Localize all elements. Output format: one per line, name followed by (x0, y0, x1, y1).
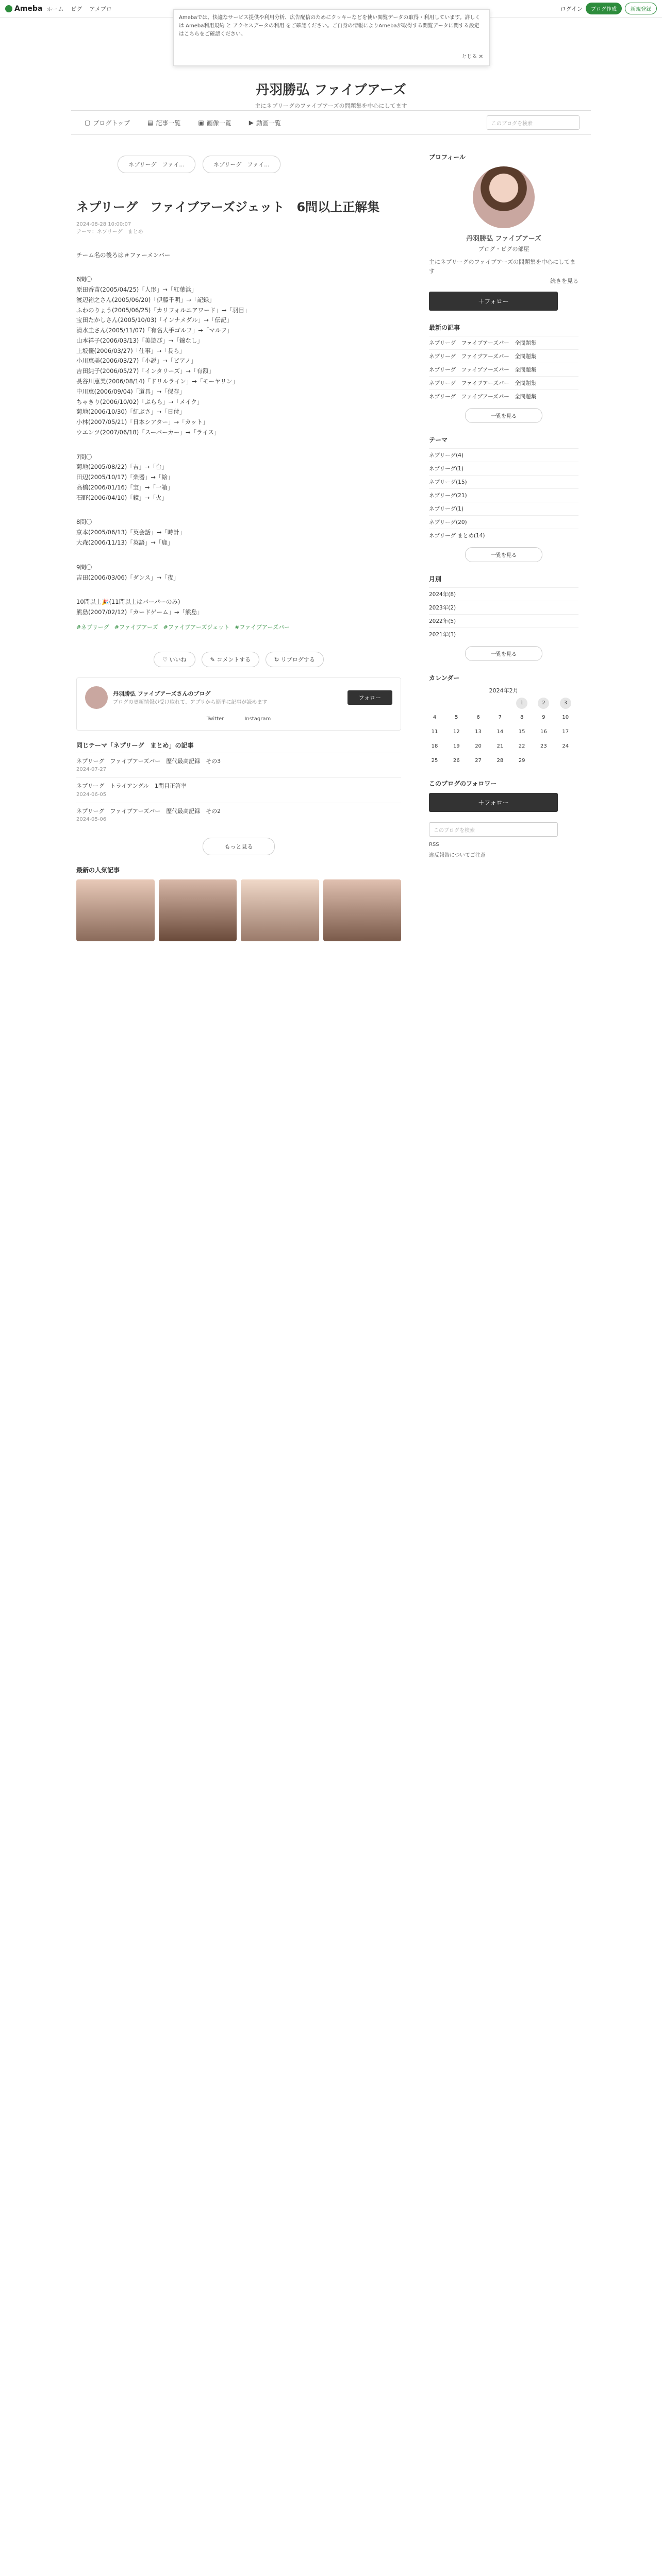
sidebar (429, 135, 578, 941)
login-link[interactable]: ログイン (560, 5, 583, 12)
like-label: いいね (169, 656, 187, 663)
related-title: 同じテーマ「ネプリーグ まとめ」の記事 (76, 741, 194, 749)
latest-item[interactable]: ネプリーグ ファイブアーズパー 全問題集 (429, 363, 578, 376)
entry-pager (71, 135, 406, 183)
body-line: 9問〇 (76, 563, 92, 571)
theme-item[interactable]: ネプリーグ(1) (429, 502, 578, 515)
calendar-day: 16 (540, 728, 547, 735)
calendar-month: 2024年2月 (489, 687, 519, 694)
popular-thumb[interactable] (159, 879, 237, 941)
ameba-logo[interactable] (5, 5, 42, 13)
body-line: チーム名の後ろは＃ファーメンバー (76, 251, 171, 259)
related-item-date: 2024-05-06 (76, 817, 107, 823)
prev-entry-button[interactable]: ネプリーグ ファイ... (118, 156, 195, 173)
calendar-day (429, 698, 440, 709)
profile-name[interactable]: 丹羽勝弘 ファイブアーズ (466, 235, 541, 243)
top-right (560, 3, 657, 14)
related-item[interactable] (76, 777, 401, 803)
nav-pigg[interactable]: ピグ (71, 5, 82, 12)
related-item-date: 2024-06-05 (76, 791, 107, 798)
latest-item[interactable]: ネプリーグ ファイブアーズパー 全問題集 (429, 349, 578, 363)
theme-more-button[interactable]: 一覧を見る (465, 547, 542, 562)
theme-list (429, 448, 578, 542)
theme-item[interactable]: ネプリーグ(20) (429, 515, 578, 529)
calendar-day (451, 698, 462, 709)
blog-search-input[interactable]: このブログを検索 (487, 115, 580, 130)
body-line: 8問〇 (76, 518, 92, 526)
hashtag[interactable]: #ファイブアーズジェット (163, 623, 230, 631)
body-line: 大森(2006/11/13)「英語」→「鹿」 (76, 538, 174, 546)
latest-item[interactable]: ネプリーグ ファイブアーズパー 全問題集 (429, 389, 578, 403)
nav-label: 画像一覧 (206, 119, 231, 127)
month-item[interactable]: 2022年(5) (429, 614, 578, 628)
hashtag[interactable]: #ファイブアーズ (114, 623, 158, 631)
body-line: 6問〇 (76, 276, 92, 283)
nav-blog-top[interactable]: ▢ ブログトップ (85, 119, 130, 127)
calendar-day (473, 698, 484, 709)
nav-label: ブログトップ (93, 119, 130, 127)
body-line: 中川恵(2006/09/04)「道具」→「保存」 (76, 387, 186, 395)
main-column (71, 135, 406, 941)
month-item[interactable]: 2024年(8) (429, 587, 578, 601)
nav-label: 動画一覧 (256, 119, 281, 127)
related-item-text: ネプリーグ ファイブアーズパー 歴代最高記録 その2 (76, 807, 221, 815)
theme-heading: テーマ (429, 436, 448, 444)
body-line: 長谷川恵美(2006/08/14)「ドリルライン」→「モーヤリン」 (76, 378, 239, 385)
content-wrap (71, 135, 591, 941)
related-articles (76, 741, 401, 828)
latest-more-button[interactable]: 一覧を見る (465, 408, 542, 423)
action-bar (71, 652, 406, 667)
body-line: 石野(2006/04/10)「鏡」→「火」 (76, 494, 168, 501)
popular-articles (71, 866, 406, 941)
monthly-list (429, 587, 578, 641)
calendar-day: 17 (562, 728, 569, 735)
body-line: 清水圭さん(2005/11/07)「有名大手ゴルフ」→「マルフ」 (76, 327, 233, 334)
profile-read-more[interactable]: 続きを見る (550, 278, 578, 285)
body-line: ウエンツ(2007/06/18)「スーパーカー」→「ライス」 (76, 428, 220, 436)
body-line: 菊地(2006/10/30)「紅ぶさ」→「日付」 (76, 408, 186, 416)
calendar-day: 8 (520, 714, 524, 720)
blog-subtitle: 主にネプリーグのファイブアーズの問題集を中心にしてます (255, 103, 407, 109)
author-follow-button[interactable]: フォロー (347, 690, 392, 705)
register-button[interactable]: 新規登録 (625, 3, 657, 14)
monthly-more-button[interactable]: 一覧を見る (465, 646, 542, 661)
body-line: 熊島(2007/02/12)「カードゲーム」→「熊島」 (76, 608, 203, 616)
calendar-day: 27 (475, 757, 482, 764)
author-card (76, 677, 401, 731)
profile-heading: プロフィール (429, 154, 466, 161)
like-button[interactable]: ♡ いいね (154, 652, 195, 667)
calendar-day: 25 (431, 757, 438, 764)
related-item[interactable] (76, 803, 401, 828)
body-line: 山本祥子(2006/03/13)「美遊び」→「錦なし」 (76, 336, 203, 344)
calendar-day: 11 (431, 728, 438, 735)
calendar-day: 29 (518, 757, 525, 764)
calendar-day: 21 (496, 743, 504, 749)
calendar-day[interactable]: 2 (538, 698, 549, 709)
latest-item[interactable]: ネプリーグ ファイブアーズパー 全問題集 (429, 376, 578, 389)
body-line: 上坂優(2006/03/27)「仕事」→「長ら」 (76, 347, 186, 354)
profile-avatar[interactable] (473, 166, 535, 228)
profile-block (429, 233, 578, 286)
hashtag[interactable]: #ネプリーグ (76, 623, 109, 631)
popular-thumbs (76, 879, 401, 941)
rss-link[interactable]: RSS (429, 841, 439, 848)
latest-item[interactable]: ネプリーグ ファイブアーズパー 全問題集 (429, 336, 578, 349)
latest-list (429, 336, 578, 403)
theme-item[interactable]: ネプリーグ(15) (429, 475, 578, 488)
calendar-day: 20 (475, 743, 482, 749)
entry-theme[interactable]: テーマ：ネプリーグ まとめ (76, 229, 143, 235)
calendar-day: 9 (542, 714, 545, 720)
body-line: 田辺(2005/10/17)「楽器」→「絵」 (76, 473, 174, 481)
related-item[interactable] (76, 753, 401, 778)
body-line: ふわのりょう(2005/06/25)「カリフォルニアワード」→「羽目」 (76, 306, 251, 314)
entry-body (71, 235, 406, 618)
body-line: ちゃきり(2006/10/02)「ぶらら」→「メイク」 (76, 398, 203, 405)
entry-title: ネプリーグ ファイブアーズジェット 6問以上正解集 (76, 200, 380, 214)
calendar-day: 14 (496, 728, 504, 735)
calendar-heading: カレンダー (429, 674, 460, 682)
nav-home[interactable]: ホーム (46, 5, 64, 12)
blog-title[interactable]: 丹羽勝弘 ファイブアーズ (256, 82, 406, 98)
next-entry-button[interactable]: ネプリーグ ファイ... (203, 156, 280, 173)
calendar-day[interactable]: 1 (516, 698, 527, 709)
create-blog-button[interactable]: ブログ作成 (586, 3, 622, 14)
calendar-day: 24 (562, 743, 569, 749)
blog-nav (71, 110, 591, 135)
top-nav (46, 5, 111, 13)
popular-thumb[interactable] (76, 879, 155, 941)
cookie-notice-close-button[interactable]: とじる ✕ (461, 54, 483, 60)
author-desc: ブログの更新情報が受け取れて、アプリから簡単に記事が読めます (113, 700, 268, 706)
cookie-notice (173, 9, 490, 66)
author-avatar[interactable] (85, 686, 108, 709)
monthly-heading: 月別 (429, 575, 442, 583)
calendar-day: 13 (475, 728, 482, 735)
calendar-day: 7 (498, 714, 502, 720)
related-item-text: ネプリーグ トライアングル 1問目正答率 (76, 783, 187, 790)
related-item-text: ネプリーグ ファイブアーズパー 歴代最高記録 その3 (76, 757, 221, 765)
calendar-day: 18 (431, 743, 438, 749)
calendar-day: 12 (453, 728, 460, 735)
author-info (113, 689, 342, 705)
body-line: 10問以上🎉(11問以上はパーパーのみ) (76, 598, 180, 606)
calendar-grid (429, 698, 578, 767)
hashtag-list (71, 618, 406, 636)
sidebar-search-input[interactable]: このブログを検索 (429, 822, 558, 837)
popular-thumb[interactable] (241, 879, 319, 941)
body-line: 吉田(2006/03/06)「ダンス」→「夜」 (76, 573, 179, 581)
calendar-day (494, 698, 506, 709)
nav-ameblo[interactable]: アメブロ (89, 5, 112, 12)
calendar-day: 10 (562, 714, 569, 720)
profile-sub: ブログ・ピグの部屋 (478, 246, 529, 253)
theme-item[interactable]: ネプリーグ(21) (429, 488, 578, 502)
twitter-link[interactable]: Twitter (206, 716, 224, 722)
nav-images[interactable]: ▣ 画像一覧 (198, 119, 231, 127)
calendar-day: 26 (453, 757, 460, 764)
comment-label: コメントする (217, 656, 251, 663)
body-line: 小川恵美(2006/03/27)「小説」→「ピアノ」 (76, 357, 197, 365)
calendar-day: 5 (455, 714, 458, 720)
body-line: 原田香苗(2005/04/25)「人形」→「紅葉浜」 (76, 286, 197, 294)
theme-item[interactable]: ネプリーグ まとめ(14) (429, 529, 578, 542)
reblog-button[interactable]: ↻ リブログする (266, 652, 324, 667)
body-line: 渡辺裕之さん(2005/06/20)「伊藤千明」→「記録」 (76, 296, 215, 303)
entry-date: 2024-08-28 10:00:07 (76, 221, 131, 227)
logo-text: Ameba (14, 4, 43, 13)
body-line: 吉田純子(2006/05/27)「インタリーズ」→「有額」 (76, 367, 214, 375)
comment-button[interactable]: ✎ コメントする (202, 652, 259, 667)
body-line: 7問〇 (76, 453, 92, 461)
hashtag[interactable]: #ファイブアーズパー (235, 623, 290, 631)
report-link[interactable]: 違反報告についてご注意 (429, 852, 486, 858)
author-name[interactable]: 丹羽勝弘 ファイブアーズさんのブログ (113, 690, 211, 698)
body-line: 宝田たかしさん(2005/10/03)「インナメダル」→「伝記」 (76, 316, 233, 324)
calendar-day: 4 (433, 714, 437, 720)
author-row (85, 686, 392, 709)
calendar-day: 15 (518, 728, 525, 735)
theme-item[interactable]: ネプリーグ(1) (429, 462, 578, 475)
popular-thumb[interactable] (323, 879, 402, 941)
nav-videos[interactable]: ▶ 動画一覧 (249, 119, 281, 127)
calendar-day: 22 (518, 743, 525, 749)
calendar-day: 23 (540, 743, 547, 749)
body-line: 菊地(2005/08/22)「吉」→「台」 (76, 463, 168, 471)
month-item[interactable]: 2023年(2) (429, 601, 578, 614)
profile-desc: 主にネプリーグのファイブアーズの問題集を中心にしてます (429, 258, 576, 275)
entry-meta (71, 216, 406, 235)
latest-heading: 最新の記事 (429, 324, 460, 331)
nav-label: 記事一覧 (156, 119, 181, 127)
calendar-day[interactable]: 3 (560, 698, 571, 709)
related-more-button[interactable]: もっと見る (203, 838, 275, 855)
popular-title: 最新の人気記事 (76, 867, 120, 874)
nav-articles[interactable]: ▤ 記事一覧 (147, 119, 181, 127)
calendar-day: 19 (453, 743, 460, 749)
calendar-day: 28 (496, 757, 504, 764)
body-line: 京本(2005/06/13)「英会話」→「時計」 (76, 529, 186, 536)
related-item-date: 2024-07-27 (76, 767, 107, 773)
author-links (85, 716, 392, 722)
ameba-logo-icon (5, 5, 12, 12)
body-line: 小林(2007/05/21)「日本シアター」→「カット」 (76, 418, 209, 426)
sidebar-follow-button[interactable]: ＋フォロー (429, 292, 558, 311)
instagram-link[interactable]: Instagram (244, 716, 271, 722)
calendar-day: 6 (476, 714, 480, 720)
cookie-notice-text: Amebaでは、快適なサービス提供や利用分析、広告配信のためにクッキーなどを使い閲覧データの取得・利用しています。詳しくは Ameba利用規約 と アクセスデータの利用 をご確認ください。ご自身の情報によりAmebaが取得する閲覧データに関する設定はこちらをご確認ください。 (179, 15, 481, 37)
follower-follow-button[interactable]: ＋フォロー (429, 793, 558, 812)
follower-heading: このブログのフォロワー (429, 779, 497, 787)
body-line: 高橋(2006/01/16)「宝」→「一箱」 (76, 483, 174, 491)
theme-item[interactable]: ネプリーグ(4) (429, 448, 578, 462)
month-item[interactable]: 2021年(3) (429, 628, 578, 641)
reblog-label: リブログする (280, 656, 315, 663)
